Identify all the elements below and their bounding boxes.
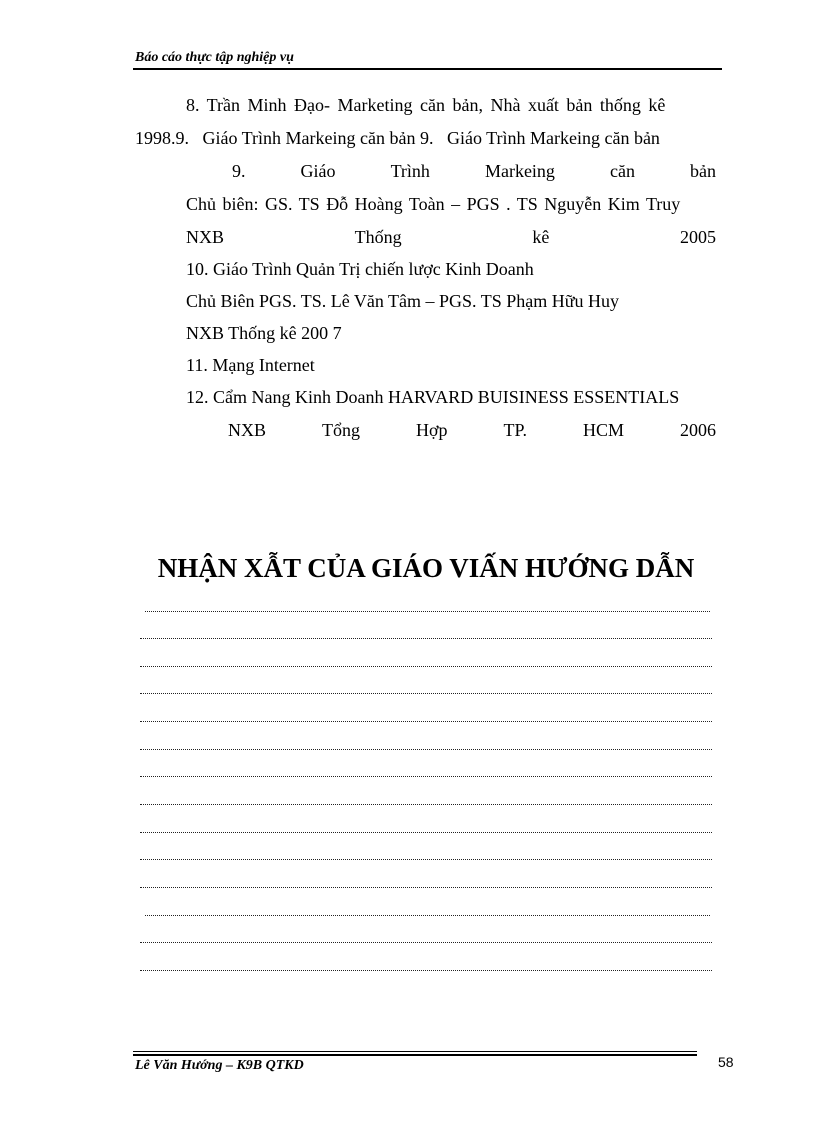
footer-author: Lê Văn Hướng – K9B QTKD [135,1058,304,1073]
comment-line [140,776,712,777]
reference-word: 9. [232,161,246,181]
reference-word: NXB [186,227,225,247]
running-header: Báo cáo thực tập nghiệp vụ [135,50,294,65]
comment-line [140,859,712,860]
reference-text: 8. Trần Minh Đạo- Marketing căn bản, Nhà xuất bản thống kê [186,95,666,115]
reference-10-editor [186,290,619,312]
reference-8-publisher [186,226,716,248]
reference-8-line-3 [232,160,716,182]
reference-word: Markeing [484,161,555,181]
header-divider [133,68,722,70]
footer-divider [133,1054,697,1056]
reference-word: TP. [503,420,528,440]
comment-line [145,915,710,916]
reference-word: HCM [583,420,625,440]
reference-word: Trình [390,161,430,181]
reference-10-publisher [186,322,342,344]
comment-line [140,942,712,943]
comment-line [140,721,712,722]
comment-line [140,638,712,639]
reference-word: Hợp [415,420,448,440]
reference-word: kê [532,227,550,247]
reference-12-publisher [228,419,716,441]
reference-word: 2005 [679,227,716,247]
comment-line [140,804,712,805]
reference-8-editor [186,193,680,215]
comment-line [140,749,712,750]
reference-8-line-2 [135,127,660,149]
reference-10-title [186,258,534,280]
reference-12-title [186,386,679,408]
reference-text: NXB Thống kê 200 7 [186,323,342,343]
reference-word: bản [689,161,716,181]
reference-8-line-1 [186,94,716,116]
comment-line [140,666,712,667]
comment-section-title: NHẬN XẪT CỦA GIÁO VIẤN HƯỚNG DẪN [157,553,695,583]
footer-divider [133,1051,697,1052]
reference-text: 11. Mạng Internet [186,355,315,375]
reference-text: 1998.9. Giáo Trình Markeing căn bản 9. Giáo Trình Markeing căn bản [135,128,660,148]
reference-11 [186,354,315,376]
comment-line [140,832,712,833]
page-number: 58 [718,1054,734,1070]
reference-word: Tổng [322,420,360,440]
comment-line [140,887,712,888]
reference-text: 12. Cẩm Nang Kinh Doanh HARVARD BUISINESS ESSENTIALS [186,387,680,407]
comment-line [140,970,712,971]
reference-word: Giáo [300,161,336,181]
comment-line [140,693,712,694]
reference-word: 2006 [680,420,716,440]
comment-line [145,611,710,612]
reference-text: 10. Giáo Trình Quản Trị chiến lược Kinh Doanh [186,259,534,279]
reference-word: Thống [354,227,402,247]
reference-text: Chủ biên: GS. TS Đỗ Hoàng Toàn – PGS . TS Nguyễn Kim Truy [186,194,681,214]
reference-word: căn [609,161,635,181]
reference-text: Chủ Biên PGS. TS. Lê Văn Tâm – PGS. TS Phạm Hữu Huy [186,291,619,311]
reference-word: NXB [228,420,267,440]
